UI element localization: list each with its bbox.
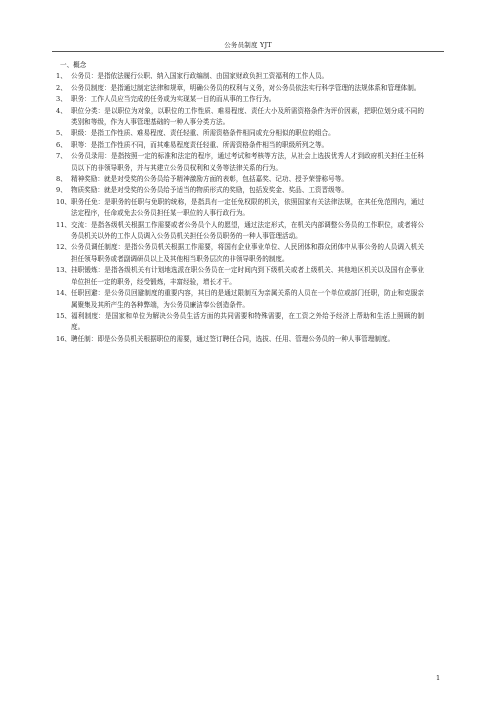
document-body: [52, 60, 424, 345]
definition-item: [52, 140, 424, 151]
item-number: 9、: [56, 186, 67, 195]
definition-item: [52, 185, 424, 196]
item-number: 7、: [56, 152, 67, 161]
item-text: 任职回避：是公务员回避制度的重要内容，其目的是通过限制互为亲属关系的人员在一个单位或部门任职，防止和克服亲属聚集及其所产生的各种弊端，为公务员廉洁奉公创造条件。: [71, 289, 424, 309]
page-number: 1: [436, 674, 441, 682]
item-text: 职等：是指工作性质不同，而其难易程度责任轻重、所需资格条件相当的职级所列之等。: [71, 140, 329, 149]
item-number: 8、: [56, 175, 67, 184]
definition-item: [52, 311, 424, 334]
definition-item: [52, 151, 424, 174]
item-number: 5、: [56, 129, 67, 138]
item-text: 公务员录用：是指按照一定的标准和法定的程序，通过考试和考核等方法，从社会上选拔优秀人才到政府机关担任主任科员以下的非领导职务，并与其建立公务员权利和义务等法律关系的行为。: [71, 152, 424, 172]
definition-item: [52, 220, 424, 243]
item-text: 公务员调任制度：是指公务员机关根据工作需要，将国有企业事业单位、人民团体和群众团体中从事公务的人员调入机关担任领导职务或者副调研员以上及其他相当职务层次的非领导职务的制度。: [71, 243, 424, 263]
item-text: 福利制度：是国家和单位为解决公务员生活方面的共同需要和特殊需要，在工资之外给予经济上帮助和生活上照顾的制度。: [71, 311, 424, 332]
item-text: 物质奖励：就是对受奖的公务员给予适当的物质形式的奖励，包括发奖金、奖品、工资晋级等。: [71, 186, 348, 195]
definition-item: [52, 242, 424, 265]
item-number: 1、: [56, 72, 67, 81]
item-number: 3、: [56, 95, 67, 104]
item-number: 15、: [56, 311, 71, 320]
item-number: 10、: [56, 197, 71, 206]
item-text: 职级：是指工作性质、难易程度、责任轻重、所需资格条件相同或充分相似的职位的组合。: [71, 129, 335, 138]
item-text: 交流：是指各级机关根据工作需要或者公务员个人的愿望，通过法定形式，在机关内部调整公务员的工作职位，或者将公务员机关以外的工作人员调入公务员机关担任公务员职务的一种人事管理活动。: [71, 220, 424, 241]
item-text: 职务：工作人员应当完成的任务或为实现某一目的而从事的工作行为。: [71, 95, 276, 104]
item-text: 精神奖励：就是对受奖的公务员给予精神激励方面的表彰，包括嘉奖、记功、授予荣誉称号等。: [71, 175, 348, 184]
definition-item: [52, 288, 424, 311]
definition-item: [52, 128, 424, 139]
section-heading: 一、概念: [60, 61, 87, 69]
item-text: 挂职锻炼：是指各级机关有计划地选派在职公务员在一定时间内到下级机关或者上级机关、其他地区机关以及国有企事业单位担任一定的职务，经受锻炼，丰富经验，增长才干。: [71, 266, 424, 286]
item-number: 13、: [56, 266, 71, 275]
definition-item: [52, 174, 424, 185]
item-number: 14、: [56, 289, 71, 298]
definition-item: [52, 83, 424, 94]
definition-item: [52, 197, 424, 220]
definition-item: [52, 71, 424, 82]
definition-item: [52, 94, 424, 105]
item-number: 12、: [56, 243, 71, 252]
definition-item: [52, 265, 424, 288]
item-text: 职务任免：是职务的任职与免职的统称，是指具有一定任免权限的机关，依照国家有关法律法规，在其任免范围内，通过法定程序，任命或免去公务员担任某一职位的人事行政行为。: [71, 197, 424, 218]
item-number: 4、: [56, 106, 67, 115]
definition-item: [52, 106, 424, 129]
item-text: 职位分类：是以职位为对象，以职位的工作性质、难易程度、责任大小及所需资格条件为评价因素，把职位划分成不同的类别和等级，作为人事管理基础的一种人事分类方法。: [71, 106, 424, 127]
item-number: 16、: [56, 334, 71, 343]
header-rule: [52, 51, 444, 52]
definition-item: [52, 334, 424, 345]
item-text: 聘任制：即是公务员机关根据职位的需要，通过签订聘任合同，选拔、任用、管理公务员的一种人事管理制度。: [71, 334, 395, 343]
item-number: 6、: [56, 140, 67, 149]
item-number: 2、: [56, 83, 67, 92]
page-header: 公务员制度 YJT: [224, 41, 272, 49]
item-text: 公务员：是指依法履行公职、纳入国家行政编制、由国家财政负担工资福利的工作人员。: [71, 72, 329, 81]
item-text: 公务员制度：是指通过制定法律和规章，明确公务员的权利与义务，对公务员依法实行科学管理的法规体系和管理体制。: [71, 83, 421, 92]
definition-list: [52, 71, 424, 345]
item-number: 11、: [56, 220, 71, 229]
